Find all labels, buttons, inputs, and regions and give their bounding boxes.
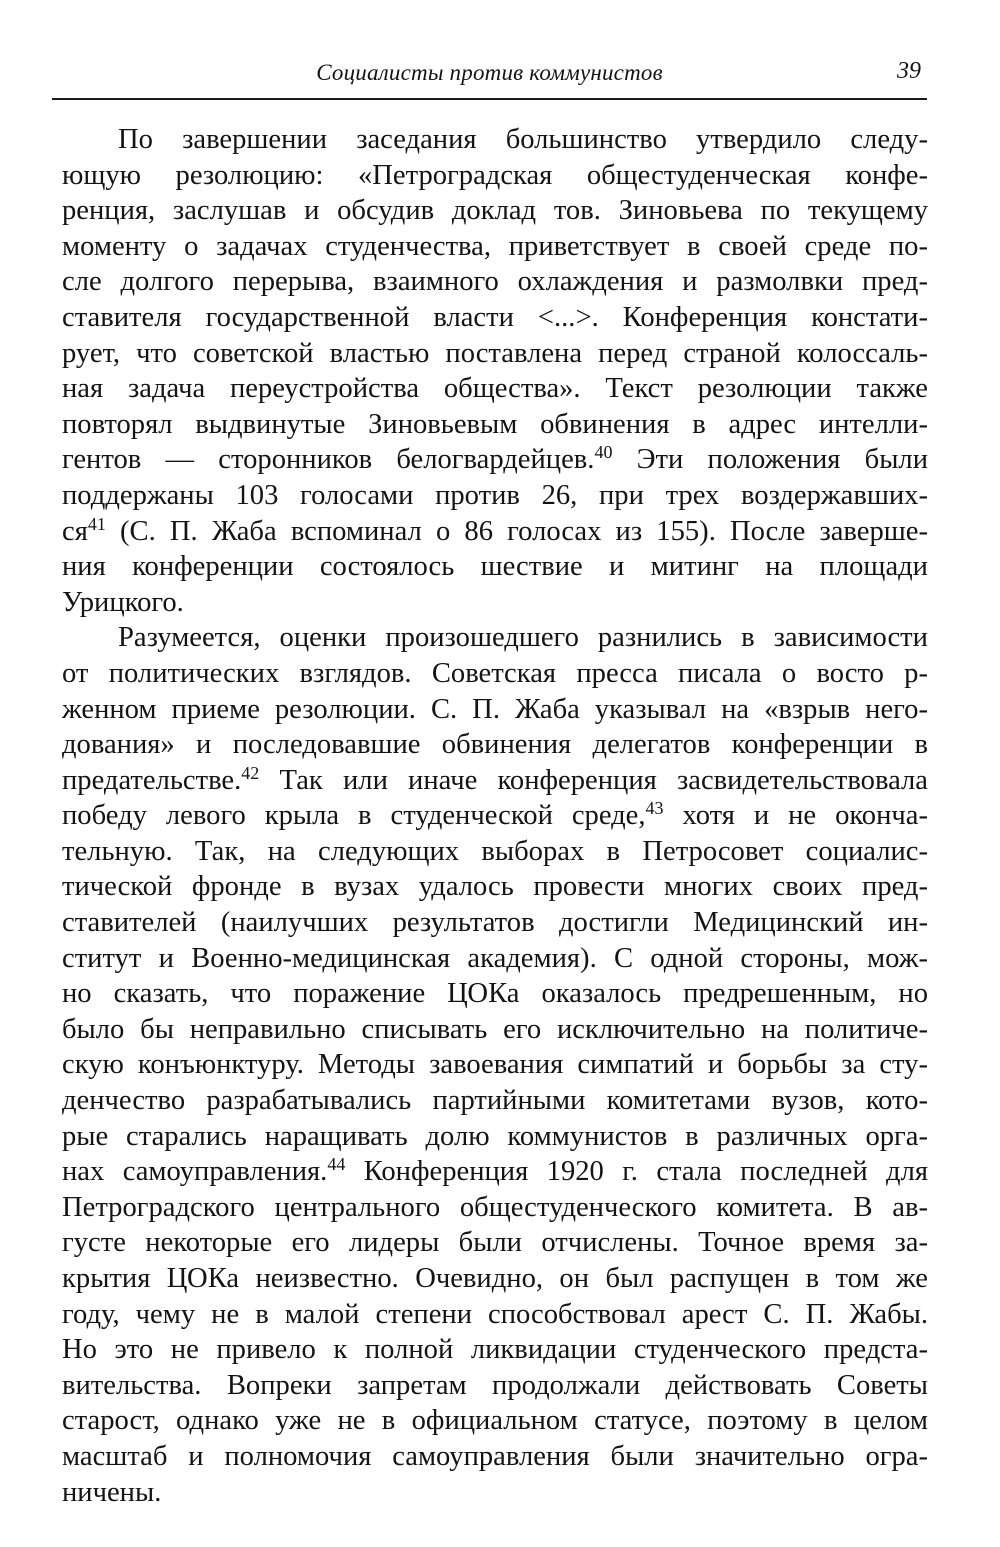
text-line: $ся^{41}$ (С. П. Жаба вспоминал о 86 голосах из 155). После заверше- [62,513,928,547]
text-line: от политических взглядов. Советская пресса писала о восто р- [62,657,928,689]
page-number: 39 [897,58,921,84]
text-line: ренция, заслушав и обсудив доклад тов. Зиновьева по текущему [62,195,928,227]
text-line: тельную. Так, на следующих выборах в Петросовет социалис- [62,835,928,867]
text-line: ститут и Военно-медицинская академия). С одной стороны, мож- [62,942,928,974]
paragraph-2 [62,620,928,1510]
text-line: Но это не привело к полной ликвидации студенческого предста- [62,1334,928,1366]
text-line: нах самоуправления.$^{44}$ Конференция 1920 г. стала последней для [62,1154,928,1188]
text-line: ставителя государственной власти <...>. Конференция констати- [62,301,928,333]
text-line: масштаб и полномочия самоуправления были значительно огра- [62,1440,928,1472]
text-line: скую конъюнктуру. Методы завоевания симпатий и борьбы за сту- [62,1049,928,1081]
text-line: крытия ЦОКа неизвестно. Очевидно, он был распущен в том же [62,1263,928,1294]
text-line: Урицкого. [62,586,184,618]
text-line: вительства. Вопреки запретам продолжали действовать Советы [62,1369,928,1401]
text-line: году, чему не в малой степени способствовал арест С. П. Жабы. [62,1298,928,1330]
paragraph-1 [62,122,928,620]
text-line: ничены. [62,1476,162,1508]
text-line: ная задача переустройства общества». Текст резолюции также [62,373,928,405]
text-line: женном приеме резолюции. С. П. Жаба указывал на «взрыв него- [62,693,928,725]
text-line: ставителей (наилучших результатов достигли Медицинский ин- [62,907,928,939]
footnote-ref-43: 43 [645,798,664,819]
text-line: предательстве.$^{42}$ Так или иначе конференция засвидетельствовала [62,762,928,796]
body-text [62,122,928,1510]
text-line: ющую резолюцию: «Петроградская общестуденческая конфе- [62,159,928,191]
text-line: Петроградского центрального общестуденческого комитета. В ав- [62,1191,928,1223]
text-line: победу левого крыла в студенческой среде,$^{43}$ хотя и не оконча- [62,798,928,832]
text-line: тической фронде в вузах удалось провести многих своих пред- [62,871,928,903]
text-line: повторял выдвинутые Зиновьевым обвинения в адрес интелли- [62,408,928,440]
footnote-ref-42: 42 [241,762,260,783]
text-line: моменту о задачах студенчества, приветствует в своей среде по- [62,230,928,262]
text-line: денчество разрабатывались партийными комитетами вузов, кото- [62,1085,928,1117]
text-line: ния конференции состоялось шествие и митинг на площади [62,551,928,583]
running-title: Социалисты против коммунистов [316,60,663,85]
text-line: густе некоторые его лидеры были отчислены. Точное время за- [62,1227,928,1259]
text-line: рые старались наращивать долю коммунистов в различных орга- [62,1120,928,1152]
text-line: но сказать, что поражение ЦОКа оказалось предрешенным, но [62,978,928,1010]
text-line: сле долгого перерыва, взаимного охлаждения и размолвки пред- [62,266,928,298]
footnote-ref-41: 41 [87,513,106,534]
running-header [52,52,927,100]
text-line: По завершении заседания большинство утвердило следу- [118,124,928,155]
footnote-ref-44: 44 [327,1154,346,1175]
text-line: гентов — сторонников белогвардейцев.$^{40}$ Эти положения были [62,442,928,476]
footnote-ref-40: 40 [594,442,613,463]
text-line: поддержаны 103 голосами против 26, при трех воздержавших- [62,479,928,511]
text-line: старост, однако уже не в официальном статусе, поэтому в целом [62,1405,928,1437]
text-line: было бы неправильно списывать его исключительно на политиче- [62,1013,928,1045]
text-line: дования» и последовавшие обвинения делегатов конференции в [62,729,928,761]
text-line: рует, что советской властью поставлена перед страной колоссаль- [62,337,928,369]
text-line: Разумеется, оценки произошедшего разнились в зависимости [118,622,928,654]
